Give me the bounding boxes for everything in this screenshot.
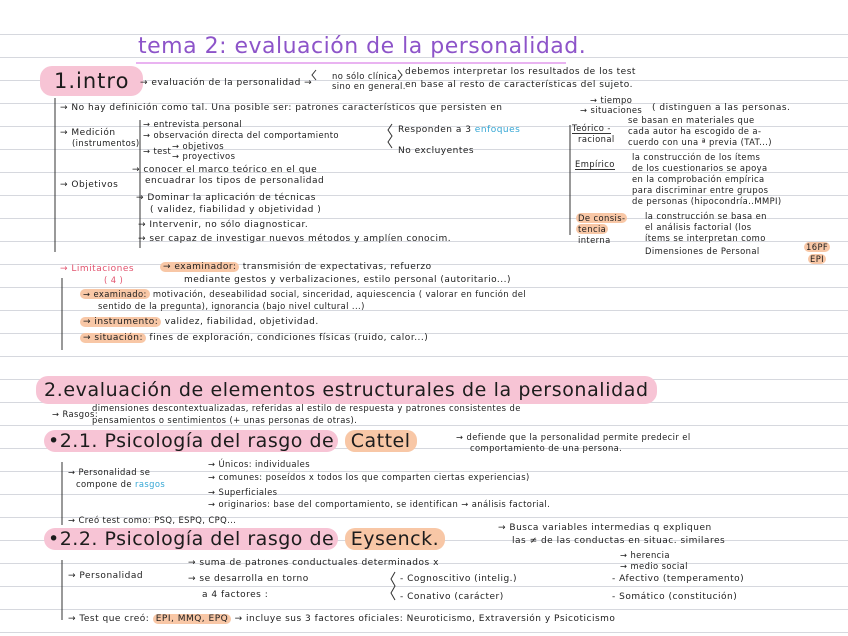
eysenck-desarrolla: → se desarrolla en torno <box>188 574 309 584</box>
empirico-desc-4: para discriminar entre grupos <box>632 185 769 195</box>
teorico-desc-2: cada autor ha escogido de a- <box>628 126 762 136</box>
responden-text: Responden a 3 <box>398 125 472 135</box>
intro-definition-line: → No hay definición como tal. Una posible ser: patrones característicos que persisten en <box>60 103 503 113</box>
rasgos-text-1: dimensiones descontextualizadas, referidas al estilo de respuesta y patrones consistentes de <box>92 403 521 413</box>
empirico-desc-3: en la comprobación empírica <box>632 174 765 184</box>
eysenck-test-label: → Test que creó: <box>68 614 150 624</box>
section-1-heading-text: 1.intro <box>54 69 130 93</box>
enfoque-racional: racional <box>578 134 615 144</box>
objetivo-2: → Dominar la aplicación de técnicas <box>136 193 316 203</box>
enfoque-empirico-label: Empírico <box>575 159 615 169</box>
badge-epi-text: EPI <box>810 254 825 264</box>
section-2-heading-text: 2.evaluación de elementos estructurales de la personalidad <box>44 379 649 401</box>
medicion-instrumentos: (instrumentos) <box>72 138 140 148</box>
examinador-text-2: mediante gestos y verbalizaciones, estilo personal (autoritario...) <box>184 275 512 285</box>
badge-16pf <box>804 243 830 253</box>
eysenck-incluye: → incluye sus 3 factores oficiales: Neuroticismo, Extraversión y Psicoticismo <box>234 614 616 624</box>
section-1-heading <box>40 66 143 96</box>
enfoque-teorico <box>572 124 611 134</box>
enfoque-consistencia-3: interna <box>578 235 611 245</box>
cattel-heading-text: •2.1. Psicología del rasgo de <box>44 430 338 452</box>
examinado-text-2: sentido de la pregunta), ignorancia (bajo nivel cultural ...) <box>98 301 365 311</box>
teorico-desc-3: cuerdo con una ª previa (TAT...) <box>628 137 772 147</box>
intro-debemos-2: en base al resto de características del sujeto. <box>405 80 633 90</box>
examinado-text-1: motivación, deseabilidad social, sinceridad, aquiescencia ( valorar en función del <box>152 289 527 299</box>
factor-conativo: - Conativo (carácter) <box>400 592 504 602</box>
eysenck-personalidad: → Personalidad <box>68 571 144 581</box>
eysenck-medio: → medio social <box>620 561 688 571</box>
factor-cognoscitivo: - Cognoscitivo (intelig.) <box>400 574 518 584</box>
situacion-line <box>80 333 428 343</box>
rasgo-unicos: → Únicos: individuales <box>208 459 310 469</box>
intro-distinguen: ( distinguen a las personas. <box>652 103 791 113</box>
objetivo-1b: encuadrar los tipos de personalidad <box>145 176 325 186</box>
enfoques-text: enfoques <box>474 125 521 135</box>
situacion-label: → situación: <box>80 333 146 343</box>
medicion-objetivos: → objetivos <box>172 141 225 151</box>
examinado-line <box>80 290 526 300</box>
intro-situaciones: → situaciones <box>580 105 643 115</box>
intro-debemos-1: debemos interpretar los resultados de los test <box>405 67 636 77</box>
intro-no-solo-2: sino en general. <box>332 81 406 91</box>
objetivo-4: → ser capaz de investigar nuevos métodos y amplíen conocim. <box>138 234 452 244</box>
pers-compone-2 <box>76 480 165 490</box>
intro-tiempo: → tiempo <box>590 95 633 105</box>
examinador-text-1: transmisión de expectativas, refuerzo <box>242 262 432 272</box>
enfoque-consistencia-1 <box>576 214 627 224</box>
rasgos-text-2: pensamientos o sentimientos (+ unas personas de otras). <box>92 415 358 425</box>
eysenck-desc-2: las ≠ de las conductas en situac. similares <box>512 536 726 546</box>
eysenck-cuatro: a 4 factores : <box>202 590 269 600</box>
consistencia-label-2: tencia <box>578 224 607 234</box>
objetivo-3: → Intervenir, no sólo diagnosticar. <box>138 220 309 230</box>
pers-compone-1: → Personalidad se <box>68 467 151 477</box>
cattel-test: → Creó test como: PSQ, ESPQ, CPQ... <box>68 515 237 525</box>
consistencia-desc-2: el análisis factorial (los <box>645 222 752 232</box>
enfoque-empirico <box>575 160 615 170</box>
objetivo-1: → conocer el marco teórico en el que <box>132 165 318 175</box>
section-2-heading <box>36 376 657 404</box>
title-underline <box>136 62 566 64</box>
medicion-item-1: → entrevista personal <box>143 119 243 129</box>
empirico-desc-2: de los cuestionarios se apoya <box>632 163 768 173</box>
factor-afectivo: - Afectivo (temperamento) <box>612 574 745 584</box>
teorico-desc-1: se basan en materiales que <box>628 115 755 125</box>
eysenck-test-list: EPI, MMQ, EPQ <box>153 614 232 624</box>
empirico-desc-5: de personas (hipocondría..MMPI) <box>632 196 782 206</box>
eysenck-heading-text: •2.2. Psicología del rasgo de <box>44 528 338 550</box>
consistencia-desc-3: ítems se interpretan como <box>645 233 766 243</box>
cattel-heading <box>44 430 417 452</box>
medicion-item-2: → observación directa del comportamiento <box>143 130 339 140</box>
eysenck-test-line <box>68 614 615 624</box>
examinador-line <box>160 262 432 272</box>
examinado-label: → examinado: <box>80 289 150 299</box>
empirico-desc-1: la construcción de los ítems <box>632 152 761 162</box>
responden-label <box>398 125 520 135</box>
cattel-desc-1: → defiende que la personalidad permite predecir el <box>456 432 691 442</box>
badge-epi <box>808 255 826 265</box>
instrumento-label: → instrumento: <box>80 317 161 327</box>
page-title <box>138 34 586 59</box>
rasgo-originarios: → originarios: base del comportamiento, se identifican → análisis factorial. <box>208 499 551 509</box>
intro-no-solo-1: no sólo clínica <box>332 71 398 81</box>
rasgos-label: → Rasgos: <box>52 409 99 419</box>
badge-16pf-text: 16PF <box>806 242 829 252</box>
pers-compone-2-text: compone de <box>76 479 132 489</box>
medicion-item-3: → test <box>143 146 172 156</box>
enfoque-consistencia-2 <box>576 225 608 235</box>
eysenck-suma: → suma de patrones conductuales determinados x <box>188 558 439 568</box>
situacion-text: fines de exploración, condiciones físicas (ruido, calor...) <box>149 333 429 343</box>
objetivo-2b: ( validez, fiabilidad y objetividad ) <box>150 205 322 215</box>
eysenck-name: Eysenck. <box>345 528 445 550</box>
medicion-proyectivos: → proyectivos <box>172 151 236 161</box>
instrumento-text: validez, fiabilidad, objetividad. <box>164 317 319 327</box>
page-title-text: tema 2: evaluación de la personalidad. <box>138 34 587 59</box>
factor-somatico: - Somático (constitución) <box>612 592 738 602</box>
enfoque-teorico-label: Teórico - <box>572 123 611 133</box>
rasgos-word: rasgos <box>134 479 166 489</box>
examinador-label: → examinador: <box>160 262 239 272</box>
intro-eval-label: → evaluación de la personalidad → <box>140 78 313 88</box>
medicion-label: → Medición <box>60 128 116 138</box>
limitaciones-count: ( 4 ) <box>104 275 124 285</box>
rasgo-comunes: → comunes: poseídos x todos los que comparten ciertas experiencias) <box>208 472 530 482</box>
eysenck-heading <box>44 528 445 550</box>
rasgo-superficiales: → Superficiales <box>208 487 278 497</box>
objetivos-label: → Objetivos <box>60 180 119 190</box>
cattel-name: Cattel <box>345 430 417 452</box>
consistencia-desc-4: Dimensiones de Personal <box>645 246 760 256</box>
consistencia-desc-1: la construcción se basa en <box>645 211 767 221</box>
consistencia-label-1: De consis- <box>578 213 626 223</box>
instrumento-line <box>80 317 319 327</box>
no-excluyentes: No excluyentes <box>398 146 475 156</box>
eysenck-herencia: → herencia <box>620 550 670 560</box>
cattel-desc-2: comportamiento de una persona. <box>470 443 623 453</box>
limitaciones-label: → Limitaciones <box>60 264 135 274</box>
eysenck-desc-1: → Busca variables intermedias q expliquen <box>498 523 712 533</box>
